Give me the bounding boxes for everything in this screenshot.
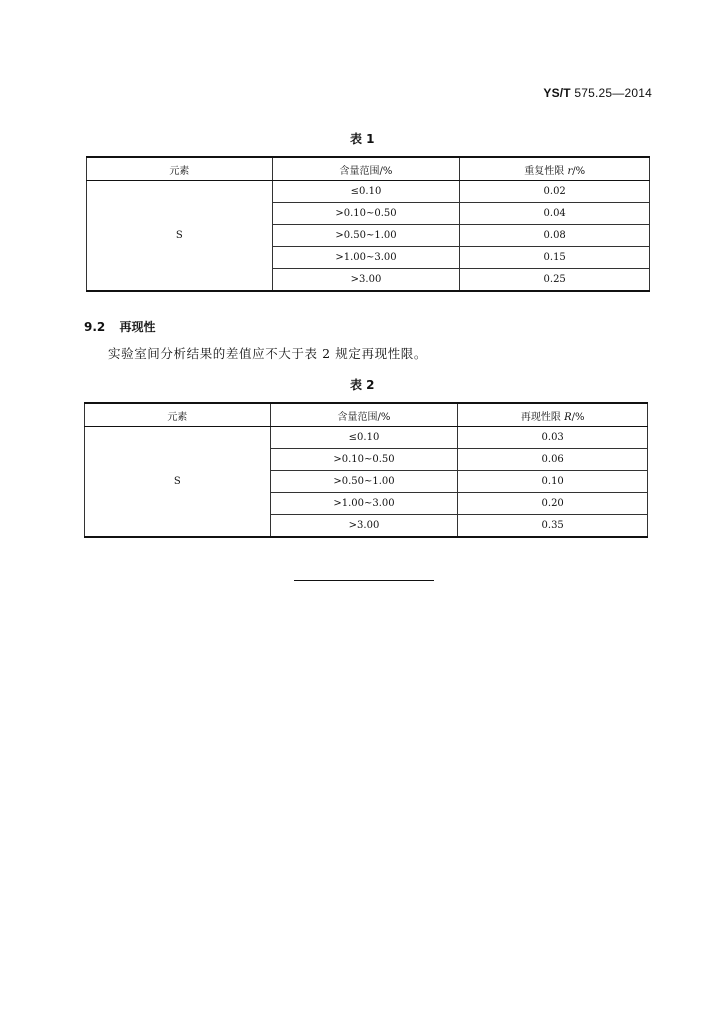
- range-cell: >0.10~0.50: [272, 203, 460, 225]
- section-heading: [84, 318, 155, 335]
- table1-header-limit-suffix: /%: [572, 165, 586, 177]
- table2-caption: 表 2: [350, 378, 375, 392]
- table2-header-range: 含量范围/%: [270, 403, 458, 427]
- table1: [86, 156, 650, 292]
- limit-cell: 0.20: [458, 493, 648, 515]
- limit-cell: 0.25: [460, 269, 650, 292]
- range-cell: >0.50~1.00: [272, 225, 460, 247]
- table1-header-range: 含量范围/%: [272, 157, 460, 181]
- limit-cell: 0.35: [458, 515, 648, 538]
- table2-element-cell: S: [85, 427, 271, 538]
- range-cell: >3.00: [270, 515, 458, 538]
- range-cell: >1.00~3.00: [270, 493, 458, 515]
- limit-cell: 0.03: [458, 427, 648, 449]
- range-cell: ≤0.10: [272, 181, 460, 203]
- limit-cell: 0.06: [458, 449, 648, 471]
- range-cell: >0.50~1.00: [270, 471, 458, 493]
- range-cell: ≤0.10: [270, 427, 458, 449]
- table2-header-row: [85, 403, 648, 427]
- section-title: 再现性: [119, 320, 156, 334]
- standard-number: [543, 86, 652, 100]
- end-rule: [294, 580, 434, 581]
- table1-header-limit-symbol: r: [567, 165, 573, 177]
- limit-cell: 0.04: [460, 203, 650, 225]
- table2-header-limit-suffix: /%: [571, 411, 585, 423]
- table2-header-limit-symbol: R: [564, 411, 572, 423]
- table1-header-limit: [460, 157, 650, 181]
- limit-cell: 0.10: [458, 471, 648, 493]
- table1-header-limit-prefix: 重复性限: [524, 165, 568, 177]
- table-row: [87, 181, 650, 203]
- section-paragraph: 实验室间分析结果的差值应不大于表 2 规定再现性限。: [108, 346, 428, 361]
- section-number: 9.2: [84, 320, 106, 334]
- standard-prefix: YS/T: [543, 86, 571, 100]
- table1-caption: 表 1: [350, 132, 375, 146]
- table1-header-element: 元素: [87, 157, 273, 181]
- table2-header-element: 元素: [85, 403, 271, 427]
- limit-cell: 0.02: [460, 181, 650, 203]
- range-cell: >3.00: [272, 269, 460, 292]
- table2-header-limit-prefix: 再现性限: [520, 411, 565, 423]
- table2: [84, 402, 648, 538]
- table1-element-cell: S: [87, 181, 273, 292]
- table-row: [85, 427, 648, 449]
- standard-code: 575.25—2014: [574, 86, 652, 100]
- table1-header-row: [87, 157, 650, 181]
- range-cell: >0.10~0.50: [270, 449, 458, 471]
- limit-cell: 0.08: [460, 225, 650, 247]
- limit-cell: 0.15: [460, 247, 650, 269]
- range-cell: >1.00~3.00: [272, 247, 460, 269]
- table2-header-limit: [458, 403, 648, 427]
